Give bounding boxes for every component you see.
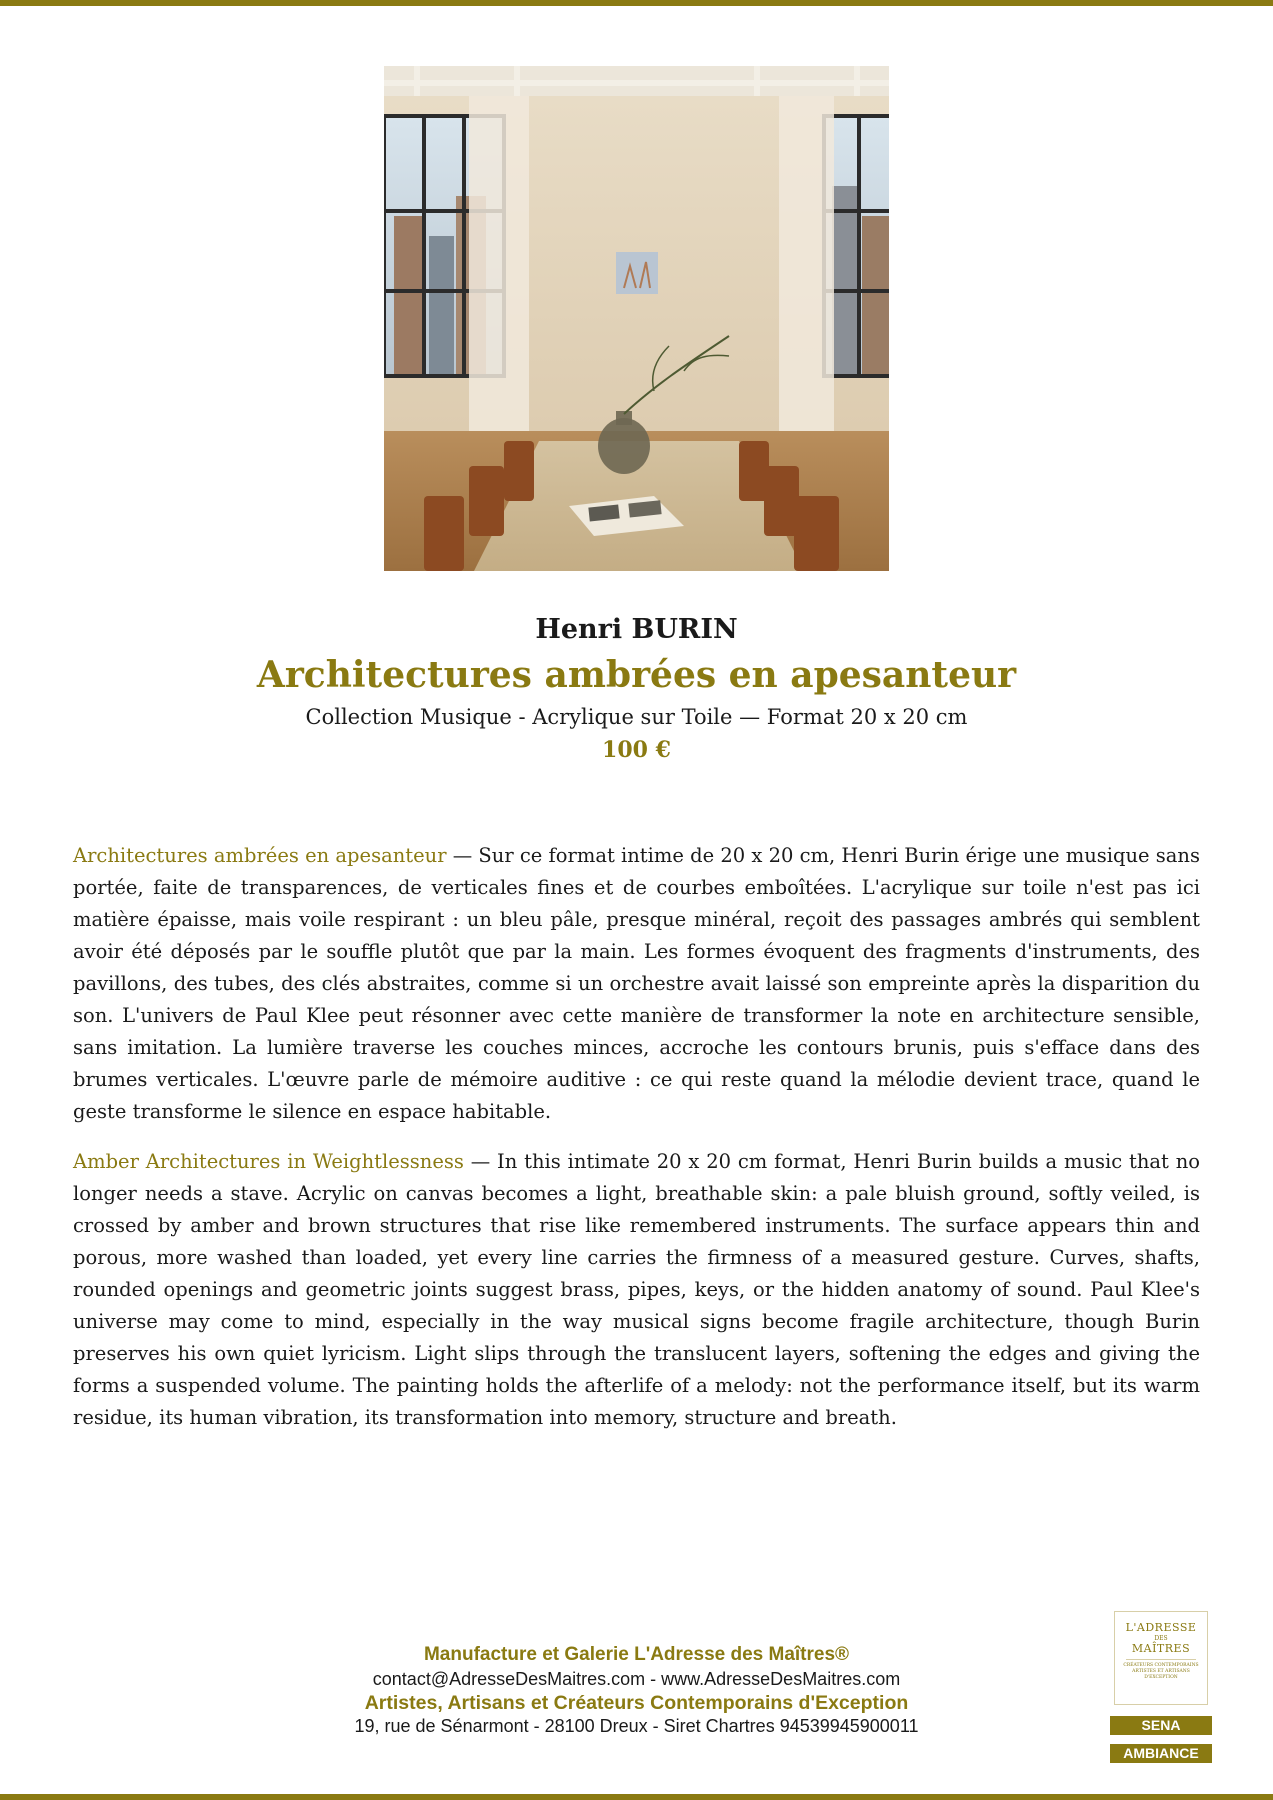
description-en [73, 1146, 1200, 1434]
artwork-title: Architectures ambrées en apesanteur [256, 654, 1017, 696]
bottom-accent-bar [0, 1794, 1273, 1800]
badge-sena: SENA [1110, 1716, 1212, 1735]
description-en-text: — In this intimate 20 x 20 cm format, Henri Burin builds a music that no longer needs a stave. Acrylic on canvas becomes a light, breathable skin: a pale bluish ground, softly veiled, is crossed by amber and brown structures that rise like remembered instruments. The surface appears thin and porous, more washed than loaded, yet every line carries the firmness of a measured gesture. Curves, shafts, rounded openings and geometric joints suggest brass, pipes, keys, or the hidden anatomy of sound. Paul Klee's universe may come to mind, especially in the way musical signs become fragile architecture, though Burin preserves his own quiet lyricism. Light slips through the translucent layers, softening the edges and giving the forms a suspended volume. The painting holds the afterlife of a melody: not the performance itself, but its warm residue, its human vibration, its transformation into memory, structure and breath. [73, 1150, 1200, 1429]
description-fr-lead: Architectures ambrées en apesanteur [73, 844, 447, 867]
description-fr [73, 840, 1200, 1128]
artist-name: Henri BURIN [535, 614, 738, 645]
description-en-lead: Amber Architectures in Weightlessness [73, 1150, 464, 1173]
footer-gallery-name: Manufacture et Galerie L'Adresse des Maîtres® [423, 1644, 850, 1665]
description-fr-text: — Sur ce format intime de 20 x 20 cm, Henri Burin érige une musique sans portée, faite de transparences, de verticales fines et de courbes emboîtées. L'acrylique sur toile n'est pas ici matière épaisse, mais voile respirant : un bleu pâle, presque minéral, reçoit des passages ambrés qui semblent avoir été déposés par le souffle plutôt que par la main. Les formes évoquent des fragments d'instruments, des pavillons, des tubes, des clés abstraites, comme si un orchestre avait laissé son empreinte après la disparition du son. L'univers de Paul Klee peut résonner avec cette manière de transformer la note en architecture sensible, sans imitation. La lumière traverse les couches minces, accroche les contours brunis, puis s'efface dans des brumes verticales. L'œuvre parle de mémoire auditive : ce qui reste quand la mélodie devient trace, quand le geste transforme le silence en espace habitable. [73, 844, 1200, 1123]
footer-address: 19, rue de Sénarmont - 28100 Dreux - Siret Chartres 94539945900011 [354, 1716, 919, 1736]
logo-line-3: MAÎTRES [1131, 1642, 1191, 1655]
badge-ambiance: AMBIANCE [1110, 1744, 1212, 1763]
logo-line-4: CRÉATEURS CONTEMPORAINS ARTISTES ET ARTISANS D'EXCEPTION [1123, 1663, 1199, 1680]
logo-line-2: DES [1154, 1635, 1168, 1642]
logo-divider [1126, 1659, 1196, 1660]
artwork-room-photo [384, 66, 889, 571]
artwork-subtitle: Collection Musique - Acrylique sur Toile — Format 20 x 20 cm [305, 705, 968, 729]
gallery-logo [1114, 1611, 1208, 1705]
top-accent-bar [0, 0, 1273, 6]
footer-contact: contact@AdresseDesMaitres.com - www.AdresseDesMaitres.com [372, 1669, 901, 1689]
footer-tagline: Artistes, Artisans et Créateurs Contemporains d'Exception [364, 1692, 909, 1714]
artwork-price: 100 € [602, 737, 671, 763]
logo-line-1: L'ADRESSE [1125, 1621, 1197, 1634]
